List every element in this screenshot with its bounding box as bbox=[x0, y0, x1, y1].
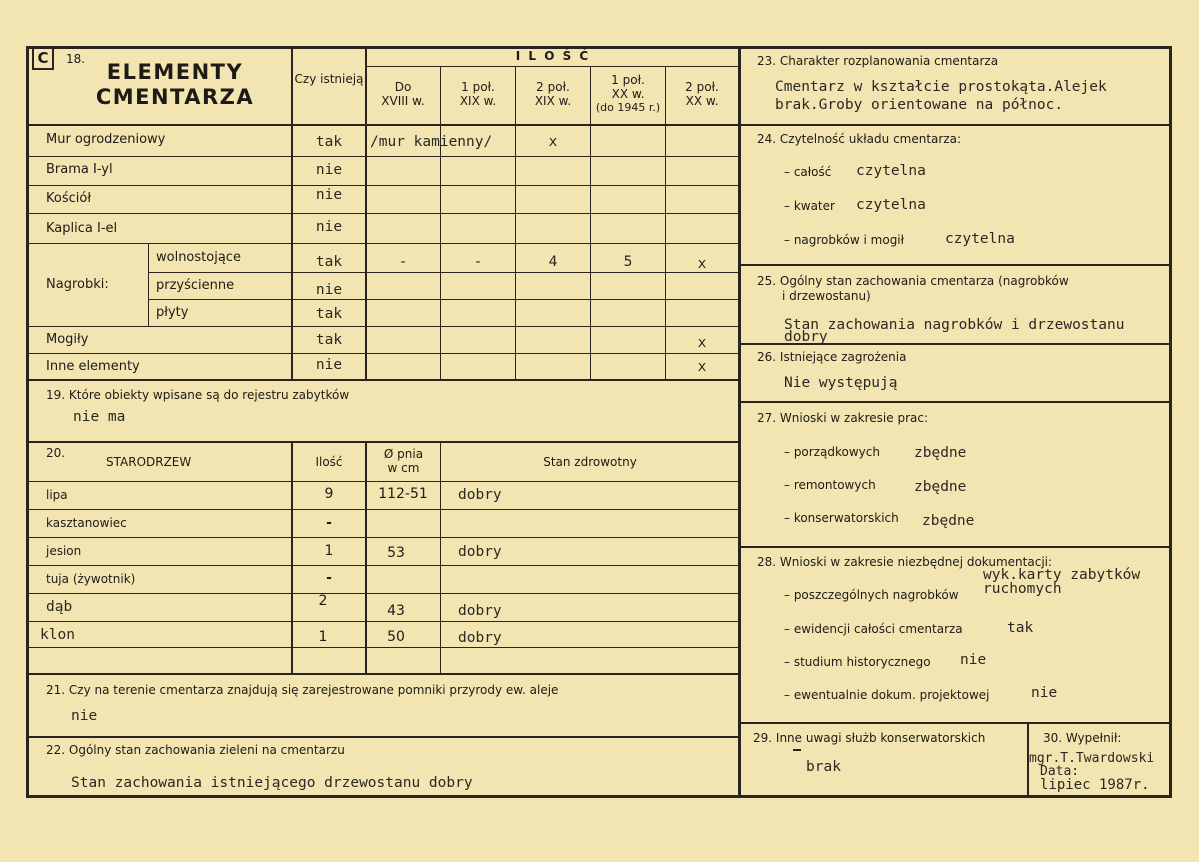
q29-label: 29. Inne uwagi służb konserwatorskich bbox=[753, 731, 986, 745]
nagrobki-label: Nagrobki: bbox=[46, 277, 109, 292]
q27-label: 27. Wnioski w zakresie prac: bbox=[757, 411, 929, 425]
row-exists: nie bbox=[315, 282, 343, 298]
q28-item-value: nie bbox=[1031, 685, 1058, 701]
tree-diam: 50 bbox=[387, 629, 405, 645]
row-exists: tak bbox=[315, 306, 343, 322]
q28-label: 28. Wnioski w zakresie niezbędnej dokumentacji: bbox=[757, 555, 1053, 569]
field-18-number: 18. bbox=[66, 52, 86, 66]
tree-name: lipa bbox=[46, 488, 68, 502]
tree-state: dobry bbox=[458, 487, 502, 503]
q25-label-line-2: i drzewostanu) bbox=[782, 289, 871, 303]
q25-answer-line-1: Stan zachowania nagrobków i drzewostanu bbox=[784, 317, 1125, 333]
q20-label: STARODRZEW bbox=[106, 455, 192, 469]
q22-label: 22. Ogólny stan zachowania zieleni na cmentarzu bbox=[46, 743, 345, 757]
frame-left bbox=[26, 46, 29, 798]
period-header: Do XVIII w. bbox=[381, 80, 425, 108]
tree-qty: - bbox=[326, 570, 332, 586]
q30-date: lipiec 1987r. bbox=[1040, 777, 1150, 793]
q28-item-label: – studium historycznego bbox=[784, 655, 931, 669]
q27-item-label: – remontowych bbox=[784, 478, 876, 492]
q26-answer: Nie występują bbox=[784, 375, 898, 391]
q28-item-value: tak bbox=[1007, 620, 1034, 636]
q23-answer-line-2: brak.Groby orientowane na północ. bbox=[775, 97, 1064, 113]
row-value: x bbox=[697, 335, 707, 351]
row-value: x bbox=[697, 256, 707, 272]
period-header: 2 poł. XIX w. bbox=[534, 80, 572, 108]
q25-label-line-1: 25. Ogólny stan zachowania cmentarza (nagrobków bbox=[757, 274, 1069, 288]
q27-item-label: – konserwatorskich bbox=[784, 511, 899, 525]
tree-name: klon bbox=[40, 627, 75, 643]
col-qty-header: Ilość bbox=[315, 455, 343, 469]
q24-item-label: – całość bbox=[784, 165, 832, 179]
date-label: Data: bbox=[1040, 764, 1080, 779]
q19-label: 19. Które obiekty wpisane są do rejestru zabytków bbox=[46, 388, 350, 402]
row-exists: nie bbox=[315, 162, 343, 178]
dash-mark bbox=[793, 749, 801, 751]
col-exists-header: Czy istnieją bbox=[294, 72, 364, 86]
row-exists: tak bbox=[315, 134, 343, 150]
tree-diam: 112-51 bbox=[378, 486, 428, 502]
row-label: wolnostojące bbox=[156, 250, 241, 265]
row-value: 4 bbox=[548, 254, 558, 270]
q21-label: 21. Czy na terenie cmentarza znajdują się zarejestrowane pomniki przyrody ew. aleje bbox=[46, 683, 559, 697]
row-value: x bbox=[548, 134, 558, 150]
tree-name: jesion bbox=[46, 544, 82, 558]
frame-bottom bbox=[26, 795, 1172, 798]
title-line-1: ELEMENTY bbox=[106, 60, 244, 84]
q26-label: 26. Istniejące zagrożenia bbox=[757, 350, 907, 364]
tree-name: tuja (żywotnik) bbox=[46, 572, 136, 586]
q25-answer-line-2: dobry bbox=[784, 329, 828, 345]
row-value: - bbox=[398, 254, 408, 270]
q23-answer-line-1: Cmentarz w kształcie prostokąta.Alejek bbox=[775, 79, 1107, 95]
q19-answer: nie ma bbox=[73, 409, 126, 425]
q24-item-value: czytelna bbox=[856, 197, 926, 213]
section-code-box bbox=[32, 46, 54, 70]
q30-name: mgr.T.Twardowski bbox=[1029, 751, 1155, 766]
frame-middle bbox=[738, 46, 741, 798]
period-header: 1 poł. XX w. (do 1945 r.) bbox=[595, 73, 661, 114]
q24-item-value: czytelna bbox=[856, 163, 926, 179]
row-exists: tak bbox=[315, 254, 343, 270]
q24-item-label: – nagrobków i mogił bbox=[784, 233, 905, 247]
q28-item-label: – ewentualnie dokum. projektowej bbox=[784, 688, 990, 702]
q24-item-label: – kwater bbox=[784, 199, 835, 213]
row-exists: nie bbox=[315, 219, 343, 235]
row-value: 5 bbox=[623, 254, 633, 270]
row-label: Kościół bbox=[46, 191, 92, 206]
row-exists: tak bbox=[315, 332, 343, 348]
row-exists: nie bbox=[315, 357, 343, 373]
q28-answer-line-2: ruchomych bbox=[983, 581, 1062, 597]
title-line-2: CMENTARZA bbox=[95, 85, 255, 109]
row-label: Mur ogrodzeniowy bbox=[46, 132, 166, 147]
q27-item-value: zbędne bbox=[914, 479, 967, 495]
q27-item-label: – porządkowych bbox=[784, 445, 880, 459]
q28-item-label: – ewidencji całości cmentarza bbox=[784, 622, 963, 636]
section-title bbox=[60, 60, 290, 110]
row-label: płyty bbox=[156, 305, 189, 320]
q28-item-label: – poszczególnych nagrobków bbox=[784, 588, 959, 602]
row-value: /mur kamienny/ bbox=[370, 134, 493, 150]
tree-qty: 1 bbox=[318, 629, 328, 645]
q27-item-value: zbędne bbox=[922, 513, 975, 529]
tree-name: dąb bbox=[46, 599, 73, 615]
q21-answer: nie bbox=[71, 708, 98, 724]
q29-answer: brak bbox=[806, 759, 841, 775]
q20-number: 20. bbox=[46, 446, 66, 460]
col-diam-header: Ø pnia w cm bbox=[383, 447, 424, 475]
row-label: Brama I-yl bbox=[46, 162, 113, 177]
row-label: Mogiły bbox=[46, 332, 89, 347]
q23-label: 23. Charakter rozplanowania cmentarza bbox=[757, 54, 999, 68]
q24-label: 24. Czytelność układu cmentarza: bbox=[757, 132, 962, 146]
tree-qty: 2 bbox=[318, 593, 328, 609]
q22-answer: Stan zachowania istniejącego drzewostanu dobry bbox=[71, 775, 473, 791]
q28-answer-line-1: wyk.karty zabytków bbox=[983, 567, 1141, 583]
tree-name: kasztanowiec bbox=[46, 516, 127, 530]
period-header: 2 poł. XX w. bbox=[685, 80, 719, 108]
tree-diam: 43 bbox=[387, 603, 405, 619]
tree-qty: - bbox=[326, 515, 332, 531]
row-value: - bbox=[473, 254, 483, 270]
col-ilosc-header: I L O Ś Ć bbox=[515, 49, 591, 63]
q28-item-value: nie bbox=[960, 652, 987, 668]
q24-item-value: czytelna bbox=[945, 231, 1015, 247]
q27-item-value: zbędne bbox=[914, 445, 967, 461]
period-header: 1 poł. XIX w. bbox=[459, 80, 497, 108]
tree-state: dobry bbox=[458, 630, 502, 646]
tree-state: dobry bbox=[458, 603, 502, 619]
tree-state: dobry bbox=[458, 544, 502, 560]
row-value: x bbox=[697, 359, 707, 375]
col-state-header: Stan zdrowotny bbox=[543, 455, 637, 469]
tree-diam: 53 bbox=[387, 545, 405, 561]
section-code: C bbox=[37, 49, 49, 67]
row-label: Inne elementy bbox=[46, 359, 140, 374]
tree-qty: 9 bbox=[324, 486, 334, 502]
tree-qty: 1 bbox=[324, 543, 334, 559]
row-label: Kaplica I-el bbox=[46, 221, 118, 236]
q30-label: 30. Wypełnił: bbox=[1043, 731, 1122, 745]
row-exists: nie bbox=[315, 187, 343, 203]
row-label: przyścienne bbox=[156, 278, 235, 293]
frame-right bbox=[1169, 46, 1172, 798]
